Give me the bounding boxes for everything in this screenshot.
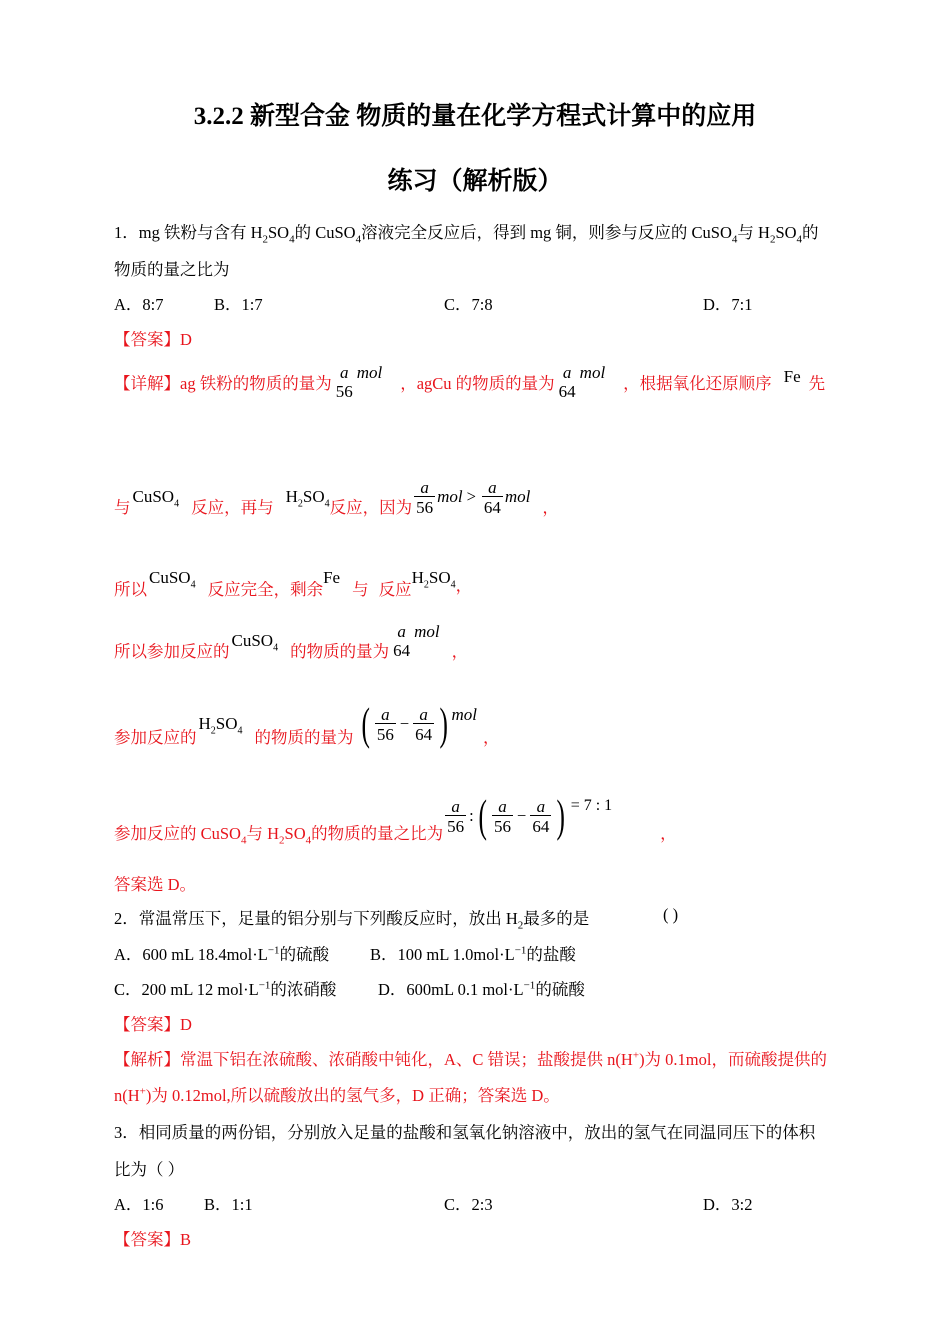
right-paren: ): [439, 698, 449, 749]
q2-blank: ( ): [663, 905, 679, 924]
option-text: 的盐酸: [526, 945, 576, 964]
q2-answer: 【答案】D: [114, 1015, 192, 1034]
chem-cuso4: [231, 631, 279, 654]
detail-text-group: [114, 820, 444, 847]
sup: −1: [258, 979, 271, 992]
q3-option-a: A．1:6: [114, 1195, 164, 1214]
sub: 4: [289, 233, 295, 246]
chem-text: SO: [428, 568, 451, 587]
detail-text: ，: [455, 576, 473, 595]
q1-option-d: D．7:1: [703, 295, 753, 314]
detail-text: ，: [660, 824, 677, 843]
equals-result: = 7 : 1: [570, 797, 613, 814]
chem-text: H: [411, 568, 424, 587]
sub: 2: [210, 725, 216, 737]
fraction: [391, 623, 412, 659]
q1-detail-line7: 答案选 D。: [114, 875, 197, 894]
numerator: a: [419, 704, 428, 724]
sub: 2: [297, 498, 303, 510]
sub: 4: [355, 233, 362, 246]
detail-text: 所以参加反应的: [114, 642, 230, 661]
denominator: 64: [532, 816, 550, 836]
page-title: 3.2.2 新型合金 物质的量在化学方程式计算中的应用: [193, 103, 757, 130]
sub: 2: [423, 579, 429, 591]
option-text: A．600 mL 18.4mol·L: [114, 945, 268, 964]
detail-text: 反应完全，剩余: [207, 580, 324, 599]
q1-option-a: A．8:7: [114, 295, 164, 314]
q3-answer: 【答案】B: [114, 1230, 192, 1249]
q3-option-c: C．2:3: [444, 1195, 493, 1214]
q1-stem-text: 的: [802, 223, 819, 242]
numerator: a: [420, 477, 429, 497]
detail-text: 的物质的量之比为: [311, 824, 444, 843]
detail-text: 与 H: [246, 824, 280, 843]
q1-option-b: B．1:7: [214, 295, 263, 314]
chem-cuso4: [149, 568, 196, 591]
detail-text: SO: [284, 824, 306, 843]
q1-stem-text: SO: [268, 223, 290, 242]
q1-detail-line2: [114, 476, 559, 518]
q1-detail-line3: [114, 556, 472, 600]
left-paren: (: [478, 790, 487, 841]
unit: mol: [414, 622, 440, 641]
q3-stem-line2: 比为（ ）: [114, 1160, 185, 1179]
option-text: C．200 mL 12 mol·L: [114, 980, 259, 999]
detail-text: 所以: [114, 580, 147, 599]
sub: 2: [279, 834, 285, 847]
ratio-expression: [443, 790, 613, 841]
fraction: [445, 798, 466, 835]
option-text: 的硫酸: [535, 980, 585, 999]
fraction: [482, 479, 503, 516]
sub: 4: [796, 233, 803, 246]
numerator: a: [488, 477, 497, 497]
detail-text: ，: [482, 728, 500, 747]
fraction-a-56-mol: [332, 364, 383, 400]
q2-option-c: [114, 976, 336, 1000]
q1-stem-line2: 物质的量之比为: [114, 260, 230, 279]
chem-text: H: [285, 487, 298, 506]
q1-detail-line1: [114, 364, 825, 400]
q1-stem-text: SO: [775, 223, 797, 242]
sub: 2: [517, 919, 524, 932]
sub: 4: [731, 233, 738, 246]
detail-text: 与: [114, 498, 131, 517]
denominator: 56: [416, 497, 434, 517]
q1-answer: 【答案】D: [114, 330, 192, 349]
fraction: [334, 364, 355, 400]
q2-stem: [114, 905, 590, 932]
option-text: B．100 mL 1.0mol·L: [370, 945, 515, 964]
right-paren: ): [556, 790, 566, 841]
fraction-a-64-mol: [555, 364, 606, 400]
unit: mol: [356, 363, 383, 382]
numerator: a: [397, 622, 406, 641]
numerator: a: [381, 704, 390, 724]
unit: mol: [579, 363, 606, 382]
q1-detail-line6: [114, 788, 677, 847]
detail-text: 先: [808, 374, 826, 393]
fraction: [375, 706, 396, 743]
detail-text: ，: [451, 642, 469, 661]
analysis-text: 【解析】常温下铝在浓硫酸、浓硝酸中钝化，A、C 错误；盐酸提供 n(H: [114, 1050, 633, 1069]
inequality-expression: [412, 479, 530, 516]
option-text: D．600mL 0.1 mol·L: [378, 980, 524, 999]
q1-option-c: C．7:8: [444, 295, 493, 314]
sub: 2: [769, 233, 776, 246]
q2-analysis-line1: [114, 1046, 827, 1070]
fraction: [413, 706, 434, 743]
numerator: a: [498, 796, 507, 816]
q3-option-d: D．3:2: [703, 1195, 753, 1214]
denominator: 64: [393, 641, 411, 660]
minus-sign: −: [399, 714, 410, 733]
chem-h2so4: [411, 568, 456, 591]
denominator: 56: [447, 816, 465, 836]
option-text: 的浓硝酸: [270, 980, 337, 999]
denominator: 56: [494, 816, 512, 836]
difference-expression: [358, 698, 477, 749]
q2-option-a: [114, 941, 329, 965]
detail-text: ，: [542, 498, 559, 517]
denominator: 64: [415, 724, 433, 744]
sup: −1: [523, 979, 536, 992]
chem-h2so4: [285, 487, 330, 510]
detail-text: 参加反应的 CuSO: [114, 824, 241, 843]
denominator: 64: [483, 497, 501, 517]
sub: 4: [324, 498, 330, 510]
sub: 4: [174, 498, 180, 510]
colon-sign: :: [469, 806, 474, 825]
page-subtitle: 练习（解析版）: [387, 168, 563, 195]
detail-text: 反应，因为: [329, 498, 413, 517]
option-text: 的硫酸: [279, 945, 330, 964]
sub: 2: [262, 233, 268, 246]
denominator: 56: [376, 724, 394, 744]
chem-text: CuSO: [231, 631, 274, 650]
detail-text: 反应: [378, 580, 412, 599]
sub: 4: [450, 579, 456, 591]
numerator: a: [339, 363, 349, 382]
detail-text: 参加反应的: [114, 728, 197, 747]
chem-text: SO: [302, 487, 325, 506]
sub: 4: [273, 642, 279, 654]
detail-text: ，根据氧化还原顺序: [623, 374, 772, 393]
detail-text: ，agCu 的物质的量为: [400, 374, 555, 393]
denominator: 56: [335, 382, 353, 401]
detail-text: 与: [352, 580, 369, 599]
chem-fe: Fe: [783, 367, 801, 386]
detail-text: 【详解】ag 铁粉的物质的量为: [114, 374, 332, 393]
minus-sign: −: [517, 806, 527, 825]
chem-fe: Fe: [323, 568, 341, 587]
chem-text: H: [198, 714, 211, 733]
denominator: 64: [558, 382, 576, 401]
chem-text: SO: [215, 714, 238, 733]
sub: 4: [190, 579, 196, 591]
analysis-text: )为 0.12mol,所以硫酸放出的氢气多，D 正确；答案选 D。: [145, 1086, 560, 1105]
left-paren: (: [360, 698, 370, 749]
q1-stem-text: 1．mg 铁粉与含有 H: [114, 223, 263, 242]
q2-option-b: [370, 941, 576, 965]
q2-stem-text: 最多的是: [523, 909, 590, 928]
numerator: a: [562, 363, 572, 382]
fraction: [414, 479, 435, 516]
detail-text: 的物质的量为: [290, 642, 390, 661]
chem-h2so4: [198, 714, 243, 737]
q2-stem-text: 2．常温常压下，足量的铝分别与下列酸反应时，放出 H: [114, 909, 518, 928]
sub: 4: [305, 834, 312, 847]
q3-stem-line1: 3．相同质量的两份铝，分别放入足量的盐酸和氢氧化钠溶液中，放出的氢气在同温同压下的体积: [114, 1123, 816, 1142]
q1-stem-text: 与 H: [737, 223, 770, 242]
unit: mol: [504, 487, 531, 506]
analysis-text: )为 0.1mol，而硫酸提供的: [639, 1050, 827, 1069]
unit: mol: [437, 487, 463, 506]
sub: 4: [240, 834, 247, 847]
q2-option-d: [378, 976, 585, 1000]
fraction: [530, 798, 551, 835]
q1-detail-line4: [114, 620, 468, 662]
q3-option-b: B．1:1: [204, 1195, 253, 1214]
q1-stem-text: 溶液完全反应后，得到 mg 铜，则参与反应的 CuSO: [361, 223, 732, 242]
numerator: a: [451, 796, 460, 816]
fraction-a-64-mol: [389, 623, 440, 659]
numerator: a: [536, 796, 546, 816]
detail-text: 的物质的量为: [254, 728, 354, 747]
analysis-text: n(H: [114, 1086, 140, 1105]
sup: −1: [267, 944, 280, 957]
q1-stem-text: 的 CuSO: [294, 223, 356, 242]
chem-text: CuSO: [149, 568, 191, 587]
chem-text: CuSO: [132, 487, 175, 506]
sup: +: [632, 1049, 640, 1062]
sup: −1: [514, 944, 527, 957]
detail-text: 反应，再与: [191, 498, 274, 517]
q1-stem-line1: [114, 219, 819, 246]
q2-analysis-line2: [114, 1082, 560, 1106]
gt-sign: >: [466, 487, 476, 506]
chem-cuso4: [132, 487, 180, 510]
sup: +: [139, 1085, 146, 1098]
unit: mol: [451, 705, 477, 724]
q1-detail-line5: [114, 700, 499, 748]
fraction: [557, 364, 578, 400]
fraction: [492, 798, 513, 835]
sub: 4: [237, 725, 243, 737]
